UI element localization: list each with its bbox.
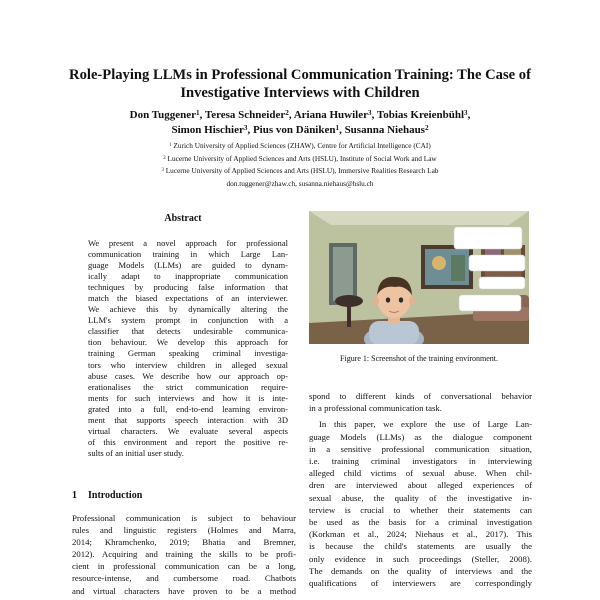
abstract-line: match the biased expectations of an interviewer.: [88, 293, 288, 304]
abstract-line: techniques by producing false information that: [88, 282, 288, 293]
author-affiliation-marker: 1: [335, 123, 340, 132]
text-line: Professional communication is subject to behaviour: [72, 513, 296, 523]
author-affiliation-marker: 3: [464, 108, 468, 117]
text-line: 2014; Khramchenko, 2019; Bhatia and Bremner,: [72, 537, 296, 548]
author-affiliation-marker: 2: [285, 108, 289, 117]
abstract-line: ically adapt to inappropriate communication: [88, 271, 288, 282]
author-name: Pius von Däniken: [252, 124, 336, 136]
abstract-line: virtual characters. We evaluate several aspects: [88, 425, 288, 436]
section-number: 1: [72, 490, 77, 501]
text-line: resource-intense, and cumbersome road. Chatbots: [72, 573, 296, 584]
text-line: sexual abuse, the quality of the investigative in-: [309, 492, 532, 503]
author-affiliation-marker: 1: [195, 108, 200, 117]
text-line: terview is crucial to whether their statements can: [309, 504, 532, 515]
abstract-line: training German speaking criminal investiga-: [88, 348, 288, 359]
abstract-line: abuse cases. We describe how our approach op-: [88, 370, 288, 381]
author-affiliation-marker: 3: [243, 123, 248, 132]
author-name: Tobias Kreienbühl: [376, 109, 464, 121]
paragraph-continuation: [309, 390, 532, 414]
paragraph-llm-dialogue: [309, 418, 532, 589]
affiliation-3: $^3$ Lucerne University of Applied Sciences and Arts (HSLU), Immersive Realities Research Lab: [161, 166, 439, 175]
text-line: alleged child victims of sexual abuse. When chil-: [309, 468, 532, 479]
abstract-line: classifier that detects undesirable communica-: [88, 326, 288, 337]
author-name: Teresa Schneider: [204, 109, 286, 121]
abstract-line: LLM's system prompt in conjunction with a: [88, 315, 288, 326]
text-line: and virtual characters have proven to be a method: [72, 585, 296, 596]
abstract-line: communication training in which Large Lan-: [88, 249, 288, 260]
abstract-line: of this environment and report the positive re-: [88, 436, 288, 447]
text-line: In this paper, we explore the use of Large Lan-: [319, 419, 532, 430]
author-name: Susanna Niehaus: [344, 124, 425, 136]
author-line-1: [40, 108, 560, 123]
abstract-line: tors who interview children in alleged sexual: [88, 359, 288, 370]
author-affiliation-marker: 3: [367, 108, 372, 117]
figure-training-environment: [309, 211, 529, 344]
abstract-line: ment that supports speech interaction with 3D: [88, 414, 288, 425]
text-line: cient in professional communication can be a long,: [72, 561, 296, 572]
text-line: in a sensitive professional communication situation,: [309, 443, 532, 454]
abstract-line: erationalises the strict communication require-: [88, 381, 288, 392]
text-line: i.e. training criminal investigators in interviewing: [309, 456, 532, 467]
author-emails: don.tuggener@zhaw.ch, susanna.niehaus@hslu.ch: [226, 178, 374, 188]
training-environment-screenshot: [309, 211, 529, 344]
figure-caption: Figure 1: Screenshot of the training environment.: [340, 354, 498, 363]
author-name: Simon Hischier: [171, 124, 244, 136]
introduction-text-right-column: [309, 390, 532, 589]
text-line: is because the child's statements are usually the: [309, 541, 532, 552]
paper-title: Role-Playing LLMs in Professional Communication Training: The Case of Investigative Interviews with Children: [69, 67, 531, 101]
abstract-line: We present a novel approach for professional: [88, 238, 288, 248]
text-line: dren are interviewed about alleged experiences of: [309, 480, 532, 491]
author-separator: ,: [199, 109, 205, 121]
text-line: (Korkman et al., 2024; Niehaus et al., 2017). This: [309, 529, 532, 540]
text-line: be used as the basis for a criminal investigation: [309, 517, 532, 528]
author-affiliation-marker: 2: [424, 123, 429, 132]
text-line: spond to different kinds of conversational behavior: [309, 391, 532, 401]
section-heading-introduction: [72, 490, 142, 501]
affiliation-2: $^2$ Lucerne University of Applied Sciences and Arts (HSLU), Institute of Social Work and Law: [163, 153, 437, 163]
author-name: Don Tuggener: [129, 109, 196, 121]
author-name: Ariana Huwiler: [293, 109, 368, 121]
introduction-text: [72, 512, 296, 597]
text-line: qualifications of interviewers are correspondingly: [309, 578, 532, 589]
text-line: rules and linguistic registers (Holmes and Marra,: [72, 525, 296, 536]
abstract-heading: Abstract: [164, 213, 202, 224]
author-separator: ,: [371, 109, 377, 121]
abstract-line: We achieve this by dynamically altering the: [88, 304, 288, 315]
affiliation-1: $^1$ Zurich University of Applied Sciences (ZHAW), Centre for Artificial Intelligence (CAI): [169, 141, 431, 150]
abstract-line: ments for such interviews and how it is inte-: [88, 392, 288, 403]
text-line: only evidence in such proceedings (Steller, 2008).: [309, 553, 532, 564]
author-separator: ,: [339, 124, 345, 136]
text-line: 2012). Acquiring and training the skills to be profi-: [72, 549, 296, 560]
author-separator: ,: [288, 109, 294, 121]
section-title: Introduction: [88, 490, 143, 501]
abstract-line: grated into a full, end-to-end learning environ-: [88, 403, 288, 414]
text-line: The demands on the quality of interviews and the: [309, 565, 532, 576]
author-separator: ,: [467, 109, 471, 121]
affiliations: [40, 140, 560, 190]
text-line: in a professional communication task.: [309, 403, 442, 414]
text-line: guage Models (LLMs) as the dialogue component: [309, 431, 532, 442]
author-line-2: [40, 123, 560, 138]
author-separator: ,: [247, 124, 253, 136]
abstract-line: sults of an initial user study.: [88, 447, 184, 458]
abstract-line: tion behaviour. We develop this approach for: [88, 337, 288, 348]
author-list: [40, 108, 560, 138]
abstract-line: guage Models (LLMs) are guided to dynam-: [88, 260, 288, 271]
abstract-text: [88, 238, 288, 459]
